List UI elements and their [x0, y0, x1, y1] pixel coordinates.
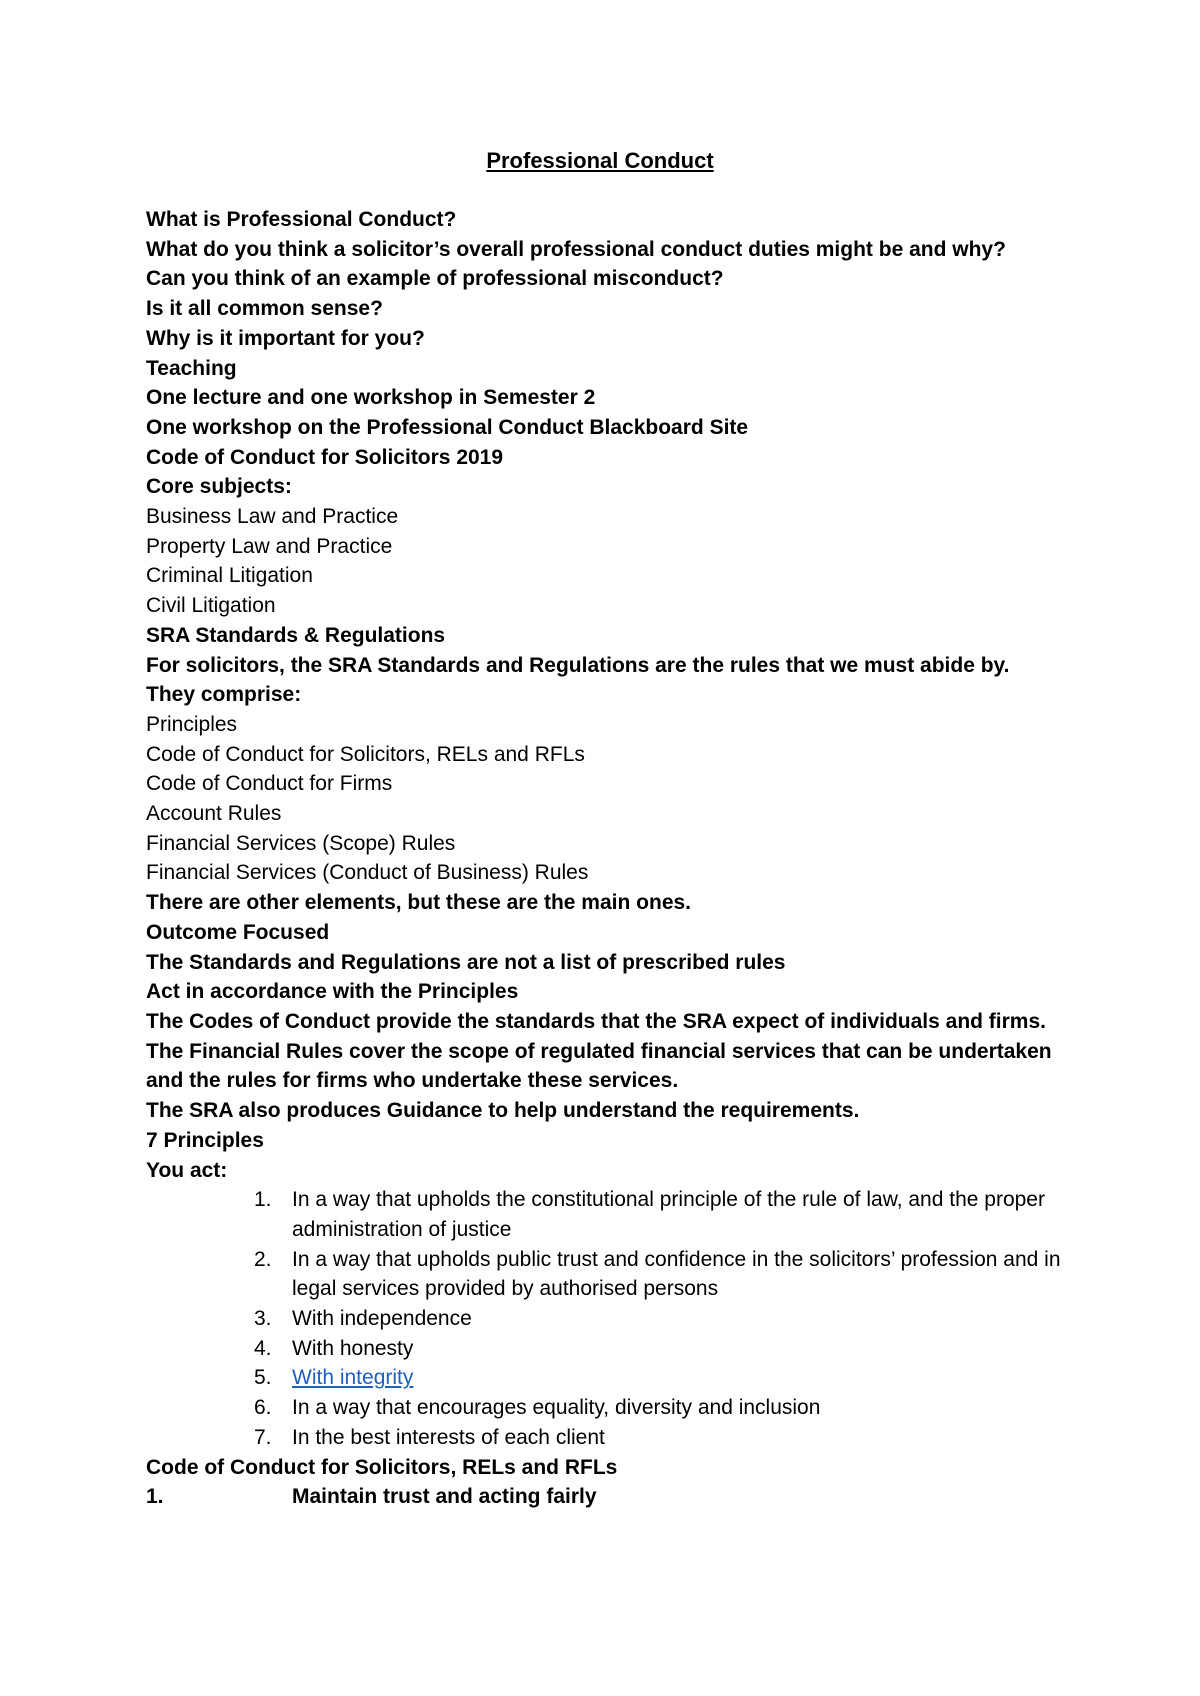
principle-number: 4.: [254, 1336, 272, 1360]
text-line: Business Law and Practice: [146, 505, 399, 529]
text-line: Code of Conduct for Firms: [146, 772, 393, 796]
principle-text: With independence: [292, 1307, 472, 1331]
text-line: Code of Conduct for Solicitors, RELs and RFLs: [146, 742, 585, 766]
principle-item: [146, 1304, 1076, 1334]
principle-number: 2.: [254, 1247, 272, 1271]
text-line: Outcome Focused: [146, 920, 330, 944]
principle-text: In a way that upholds public trust and confidence in the solicitors’ profession and in legal services provided by authorised persons: [292, 1247, 1061, 1301]
text-line: and the rules for firms who undertake these services.: [146, 1069, 679, 1093]
text-line: Civil Litigation: [146, 594, 276, 618]
paragraph-lines: [146, 205, 1076, 1185]
code-item-number: 1.: [146, 1485, 164, 1509]
text-line: Code of Conduct for Solicitors 2019: [146, 445, 504, 469]
principle-item: [146, 1245, 1076, 1304]
text-line: What do you think a solicitor’s overall professional conduct duties might be and why?: [146, 237, 1006, 261]
text-line: The Financial Rules cover the scope of regulated financial services that can be undertaken: [146, 1039, 1052, 1063]
principle-number: 1.: [254, 1188, 272, 1212]
principle-item: [146, 1363, 1076, 1393]
text-line: 7 Principles: [146, 1128, 264, 1152]
principle-item: [146, 1423, 1076, 1453]
document-title: [0, 146, 1200, 176]
principle-link[interactable]: With integrity: [292, 1366, 414, 1390]
text-line: SRA Standards & Regulations: [146, 623, 446, 647]
code-item-text: Maintain trust and acting fairly: [292, 1485, 597, 1509]
text-line: Core subjects:: [146, 475, 292, 499]
text-line: Financial Services (Conduct of Business) Rules: [146, 861, 589, 885]
principle-number: 6.: [254, 1396, 272, 1420]
principle-number: 3.: [254, 1307, 272, 1331]
text-line: What is Professional Conduct?: [146, 208, 457, 231]
text-line: Financial Services (Scope) Rules: [146, 831, 456, 855]
principles-list: [146, 1185, 1076, 1452]
text-line: Criminal Litigation: [146, 564, 313, 588]
text-line: For solicitors, the SRA Standards and Regulations are the rules that we must abide by.: [146, 653, 1010, 677]
document-body: [146, 205, 1076, 1512]
text-line: Why is it important for you?: [146, 326, 425, 350]
text-line: The Standards and Regulations are not a list of prescribed rules: [146, 950, 786, 974]
code-item: [146, 1482, 1076, 1512]
principle-text: In the best interests of each client: [292, 1425, 605, 1449]
text-line: You act:: [146, 1158, 228, 1182]
text-line: Property Law and Practice: [146, 534, 393, 558]
text-line: Is it all common sense?: [146, 297, 383, 321]
principle-number: 7.: [254, 1425, 272, 1449]
text-line: The SRA also produces Guidance to help understand the requirements.: [146, 1099, 860, 1123]
text-line: Teaching: [146, 356, 237, 380]
code-heading: Code of Conduct for Solicitors, RELs and RFLs: [146, 1455, 618, 1479]
text-line: The Codes of Conduct provide the standards that the SRA expect of individuals and firms.: [146, 1009, 1046, 1033]
text-line: Can you think of an example of professional misconduct?: [146, 267, 724, 291]
text-line: Act in accordance with the Principles: [146, 980, 519, 1004]
text-line: One lecture and one workshop in Semester 2: [146, 386, 596, 410]
principle-text: [292, 1363, 1062, 1393]
principle-item: [146, 1185, 1076, 1244]
principle-text: In a way that encourages equality, diversity and inclusion: [292, 1396, 821, 1420]
principle-item: [146, 1334, 1076, 1364]
text-line: Account Rules: [146, 802, 282, 826]
document-title-text: Professional Conduct: [486, 148, 714, 173]
principle-text: With honesty: [292, 1336, 414, 1360]
principle-text: In a way that upholds the constitutional principle of the rule of law, and the proper administration of justice: [292, 1188, 1045, 1241]
text-line: One workshop on the Professional Conduct Blackboard Site: [146, 415, 749, 439]
text-line: There are other elements, but these are the main ones.: [146, 891, 692, 915]
principle-number: 5.: [254, 1366, 272, 1390]
principle-item: [146, 1393, 1076, 1423]
text-line: Principles: [146, 712, 238, 736]
text-line: They comprise:: [146, 683, 302, 707]
